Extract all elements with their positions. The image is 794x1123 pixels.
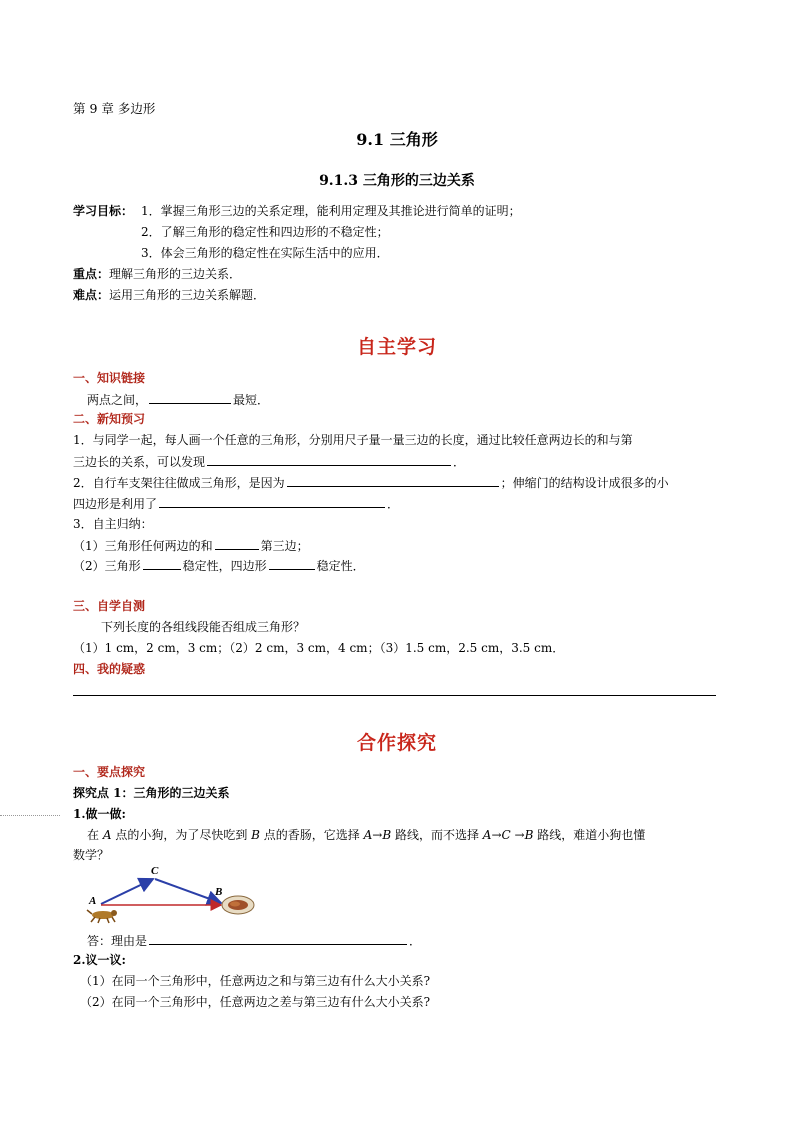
page-title: 9.1 三角形 bbox=[356, 130, 438, 149]
answer-blank[interactable] bbox=[207, 453, 451, 466]
answer-line: 答：理由是 ． bbox=[87, 934, 422, 948]
route-c-to-b bbox=[155, 879, 221, 903]
point-c-label: C bbox=[151, 865, 159, 877]
answer-blank[interactable] bbox=[287, 474, 499, 487]
explore-point-title: 探究点 1：三角形的三边关系 bbox=[73, 786, 230, 800]
answer-blank[interactable] bbox=[149, 391, 231, 404]
dog-problem-line2: 数学？ bbox=[73, 848, 110, 862]
answer-blank[interactable] bbox=[149, 932, 407, 945]
section-heading-cooperation: 合作探究 bbox=[356, 732, 437, 754]
dog-icon bbox=[87, 910, 117, 923]
activity-title: 1.做一做: bbox=[73, 807, 126, 821]
objective-item: 2．了解三角形的稳定性和四边形的不稳定性； bbox=[141, 225, 389, 239]
page-subtitle: 9.1.3 三角形的三边关系 bbox=[319, 173, 475, 189]
knowledge-link-question: 两点之间， 最短． bbox=[87, 393, 270, 407]
dog-route-figure bbox=[85, 862, 260, 926]
objective-item: 1．掌握三角形三边的关系定理，能利用定理及其推论进行简单的证明； bbox=[141, 204, 521, 218]
preview-q2-line1: 2．自行车支架往往做成三角形，是因为 ；伸缩门的结构设计成很多的小 bbox=[73, 476, 669, 490]
difficult-point-label: 难点： bbox=[73, 288, 110, 302]
sausage-plate-icon bbox=[222, 896, 254, 914]
key-point-label: 重点： bbox=[73, 267, 110, 281]
point-a-label: A bbox=[89, 895, 97, 907]
route-a-to-c bbox=[101, 879, 153, 904]
point-b-label: B bbox=[215, 886, 223, 898]
answer-blank[interactable] bbox=[269, 557, 315, 570]
preview-q3-2: （2）三角形 稳定性，四边形 稳定性． bbox=[73, 559, 365, 573]
self-test-question: 下列长度的各组线段能否组成三角形？ bbox=[101, 620, 306, 634]
key-point bbox=[73, 266, 241, 282]
discussion-q1: （1）在同一个三角形中，任意两边之和与第三边有什么大小关系? bbox=[80, 974, 431, 988]
section-heading-self-study: 自主学习 bbox=[356, 336, 437, 358]
section-title: 一、知识链接 bbox=[73, 371, 146, 385]
doubts-answer-line[interactable] bbox=[73, 695, 716, 696]
section-title: 三、自学自测 bbox=[73, 599, 146, 613]
answer-blank[interactable] bbox=[215, 537, 259, 550]
preview-q2-line2: 四边形是利用了 ． bbox=[73, 497, 400, 511]
activity-title: 2.议一议: bbox=[73, 953, 126, 967]
self-test-options: （1）1 cm，2 cm，3 cm；（2）2 cm，3 cm，4 cm；（3）1.5 cm，2.5 cm，3.5 cm． bbox=[73, 641, 565, 655]
section-title: 四、我的疑惑 bbox=[73, 662, 146, 676]
answer-blank[interactable] bbox=[159, 495, 385, 508]
section-title: 一、要点探究 bbox=[73, 765, 146, 779]
discussion-q2: （2）在同一个三角形中，任意两边之差与第三边有什么大小关系? bbox=[80, 995, 431, 1009]
objective-item: 3．体会三角形的稳定性在实际生活中的应用． bbox=[141, 246, 389, 260]
preview-q3: 3．自主归纳： bbox=[73, 517, 153, 531]
objectives-label: 学习目标： bbox=[73, 204, 134, 218]
answer-blank[interactable] bbox=[143, 557, 181, 570]
section-title: 二、新知预习 bbox=[73, 412, 146, 426]
margin-dotted-line bbox=[0, 815, 60, 816]
difficult-point-text: 运用三角形的三边关系解题． bbox=[109, 288, 266, 302]
preview-q1-line1: 1．与同学一起，每人画一个任意的三角形，分别用尺子量一量三边的长度，通过比较任意两边长的和与第 bbox=[73, 433, 633, 447]
preview-q1-line2: 三边长的关系，可以发现 ． bbox=[73, 455, 466, 469]
key-point-text: 理解三角形的三边关系． bbox=[109, 267, 242, 281]
preview-q3-1: （1）三角形任何两边的和 第三边； bbox=[73, 539, 309, 553]
dog-problem-line1: 在 A 点的小狗，为了尽快吃到 B 点的香肠，它选择 A→B 路线，而不选择 A→C →B 路线，难道小狗也懂 bbox=[87, 828, 646, 842]
chapter-header: 第 9 章 多边形 bbox=[73, 101, 156, 116]
difficult-point bbox=[73, 287, 265, 303]
